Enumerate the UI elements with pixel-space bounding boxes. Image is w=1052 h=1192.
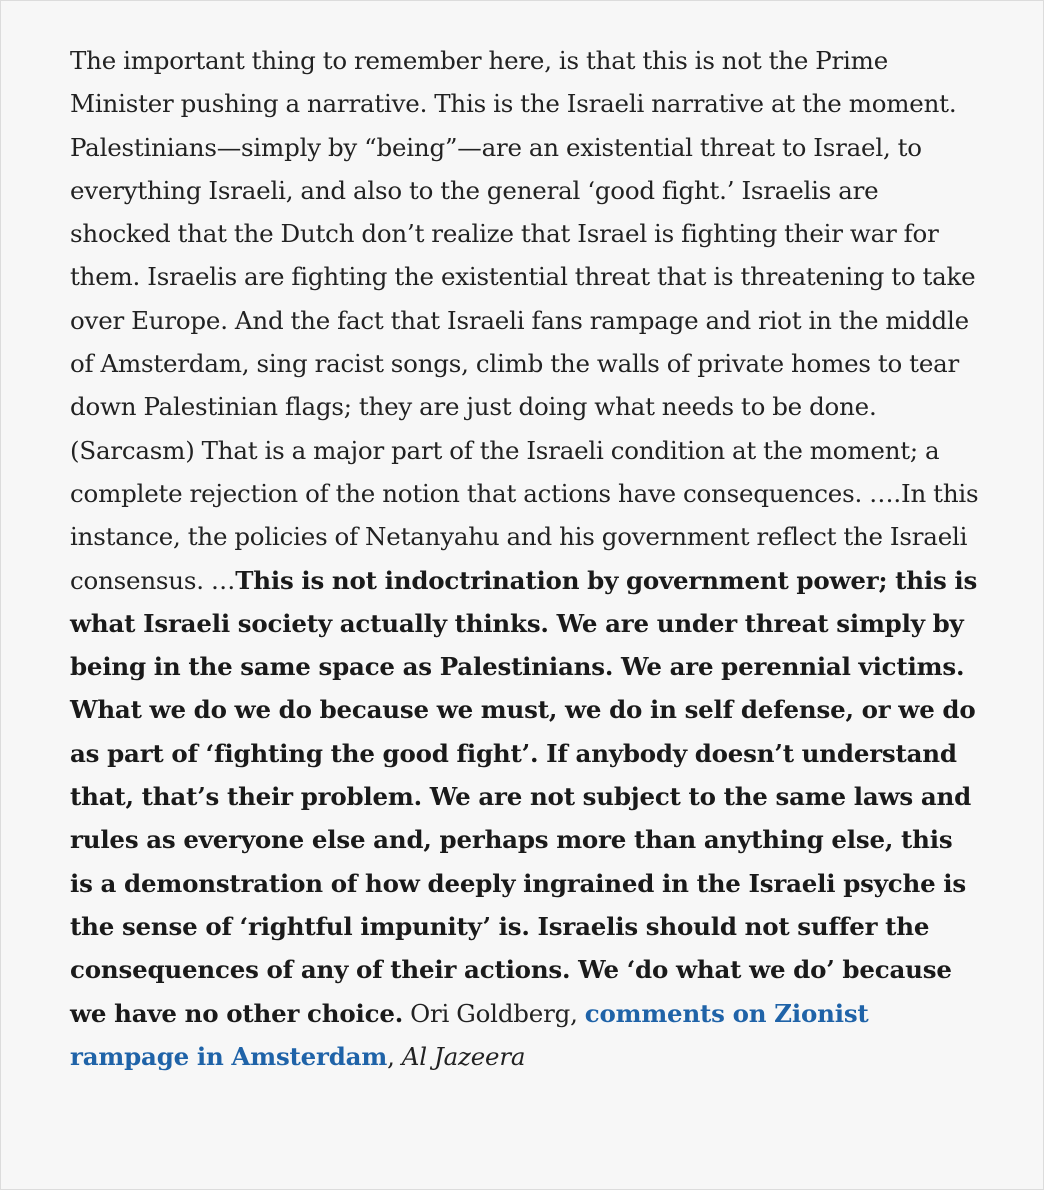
quote-bold-text: This is not indoctrination by government power; this is what Israeli society actually thinks. We are under threat simply by being in the same space as Palestinians. We are perennial victims. What we do we do because we must, we do in self defense, or we do as part of ‘fighting the good fight’. If anybody doesn’t understand that, that’s their problem. We are not subject to the same laws and rules as everyone else and, perhaps more than anything else, this is a demonstration of how deeply ingrained in the Israeli psyche is the sense of ‘rightful impunity’ is. Israelis should not suffer the consequences of any of their actions. We ‘do what we do’ because we have no other choice. <box>70 565 978 1028</box>
attribution-author: Ori Goldberg, <box>403 998 585 1028</box>
quote-paragraph <box>70 39 980 1078</box>
quote-regular-text: The important thing to remember here, is that this is not the Prime Minister pushing a narrative. This is the Israeli narrative at the moment. Palestinians—simply by “being”—are an existential threat to Israel, to everything Israeli, and also to the general ‘good fight.’ Israelis are shocked that the Dutch don’t realize that Israel is fighting their war for them. Israelis are fighting the existential threat that is threatening to take over Europe. And the fact that Israeli fans rampage and riot in the middle of Amsterdam, sing racist songs, climb the walls of private homes to tear down Palestinian flags; they are just doing what needs to be done. (Sarcasm) That is a major part of the Israeli condition at the moment; a complete rejection of the notion that actions have consequences. ….In this instance, the policies of Netanyahu and his government reflect the Israeli consensus. … <box>70 46 979 595</box>
quote-body <box>70 39 980 1078</box>
attribution-separator: , <box>387 1041 402 1071</box>
attribution-article-link[interactable]: comments on Zionist rampage in Amsterdam <box>70 998 869 1071</box>
attribution-source: Al Jazeera <box>401 1041 526 1071</box>
